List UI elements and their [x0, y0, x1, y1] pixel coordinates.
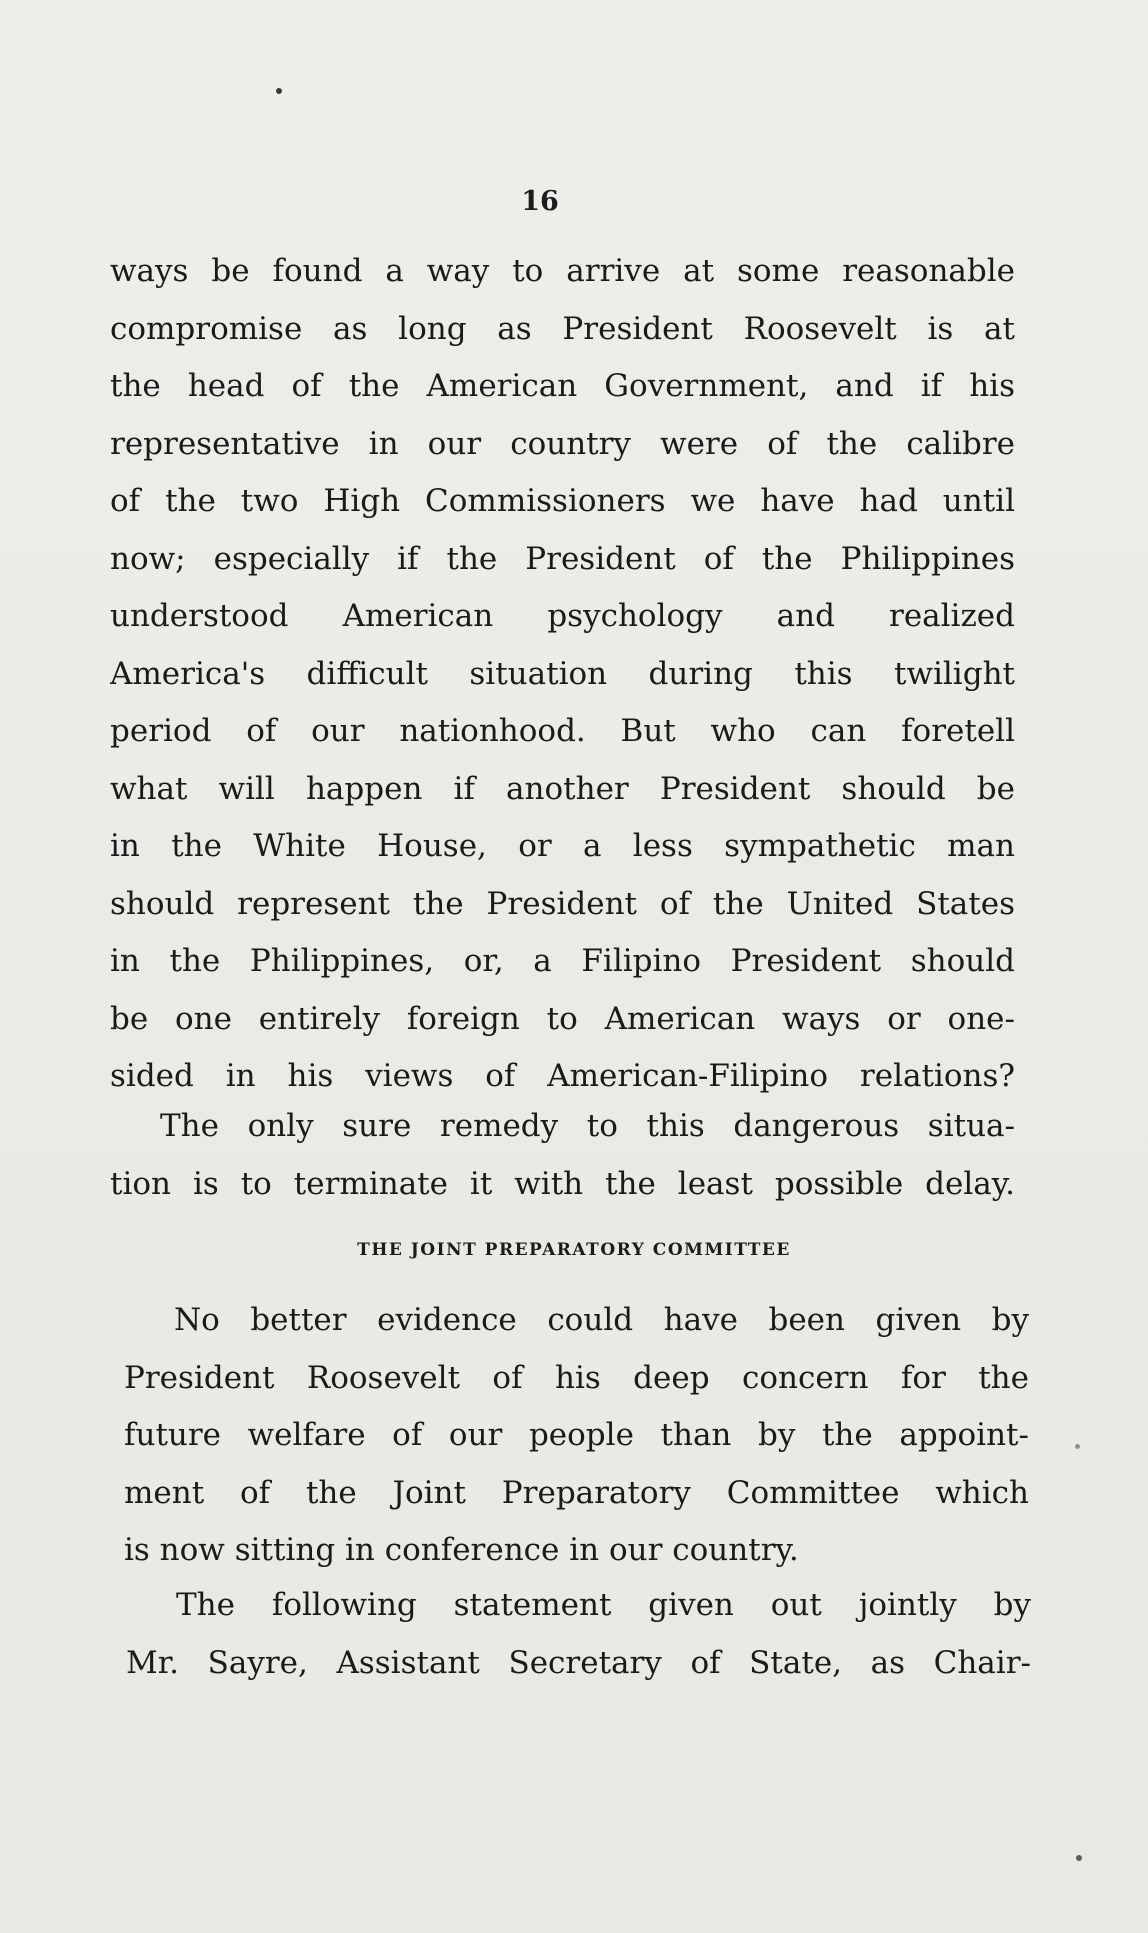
- paragraph-3: [124, 1292, 1029, 1580]
- text-line: what will happen if another President should be: [110, 770, 1015, 807]
- text-line: The following statement given out jointly by: [176, 1587, 1031, 1623]
- text-line: President Roosevelt of his deep concern for the: [124, 1359, 1029, 1396]
- text-line: tion is to terminate it with the least possible delay.: [110, 1165, 1015, 1202]
- text-line: in the Philippines, or, a Filipino President should: [110, 943, 1015, 979]
- paragraph-4: [126, 1577, 1031, 1692]
- page-number: 16: [521, 186, 559, 217]
- text-line: should represent the President of the United States: [110, 885, 1015, 922]
- text-line: future welfare of our people than by the appoint-: [124, 1417, 1029, 1453]
- text-line: of the two High Commissioners we have had until: [110, 483, 1015, 519]
- text-line: ways be found a way to arrive at some reasonable: [110, 253, 1015, 289]
- text-line: be one entirely foreign to American ways or one-: [110, 1000, 1015, 1037]
- text-line: the head of the American Government, and if his: [110, 368, 1015, 404]
- text-line: understood American psychology and realized: [110, 598, 1015, 634]
- text-line: in the White House, or a less sympathetic man: [110, 828, 1015, 864]
- text-line: representative in our country were of the calibre: [110, 425, 1015, 462]
- text-line: America's difficult situation during this twilight: [110, 655, 1015, 692]
- text-line: Mr. Sayre, Assistant Secretary of State, as Chair-: [126, 1644, 1031, 1681]
- section-heading: THE JOINT PREPARATORY COMMITTEE: [357, 1240, 791, 1260]
- ink-speck: [1076, 1855, 1082, 1861]
- text-line: No better evidence could have been given by: [174, 1302, 1029, 1338]
- text-line: is now sitting in conference in our country.: [124, 1532, 799, 1568]
- text-line: ment of the Joint Preparatory Committee which: [124, 1474, 1029, 1511]
- ink-speck: [276, 88, 282, 94]
- paragraph-1: [110, 243, 1015, 1106]
- text-line: now; especially if the President of the Philippines: [110, 540, 1015, 577]
- text-line: period of our nationhood. But who can foretell: [110, 713, 1015, 749]
- text-line: sided in his views of American-Filipino relations?: [110, 1058, 1015, 1094]
- ink-speck: [1075, 1444, 1080, 1449]
- paragraph-2: [110, 1098, 1015, 1213]
- text-line: compromise as long as President Roosevelt is at: [110, 310, 1015, 347]
- text-line: The only sure remedy to this dangerous situa-: [160, 1108, 1015, 1144]
